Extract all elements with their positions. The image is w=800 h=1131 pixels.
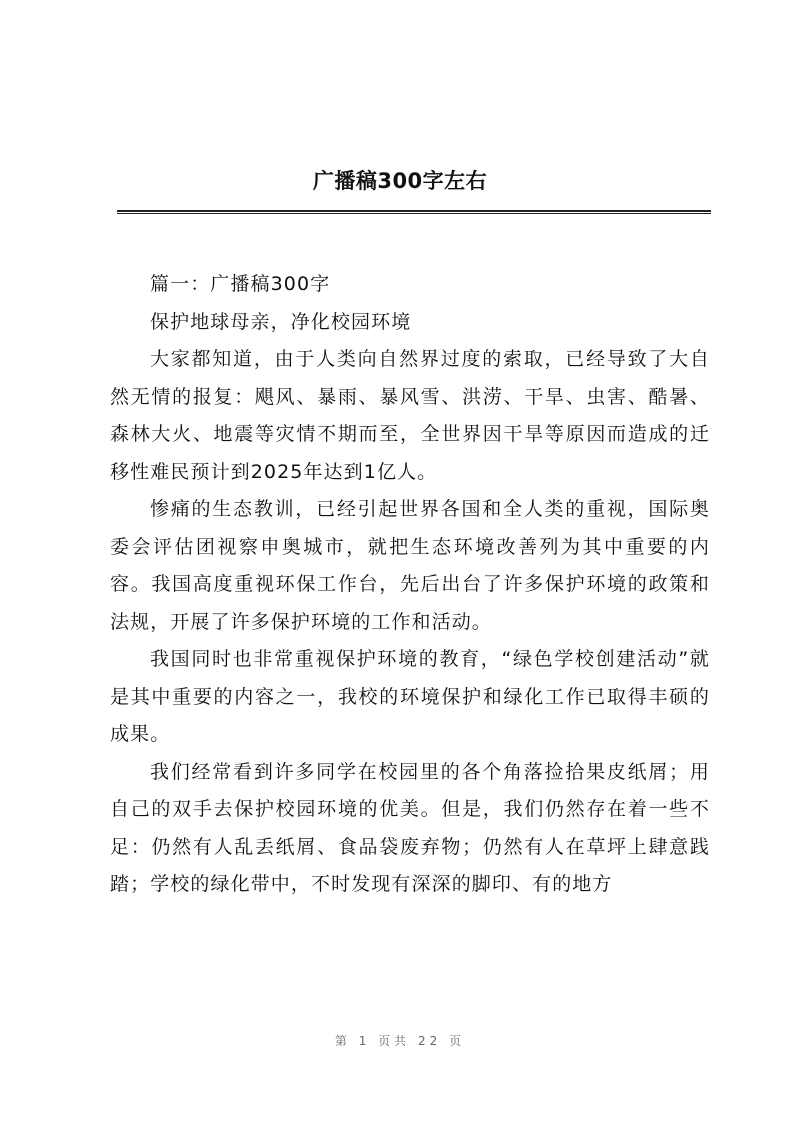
article-subtitle: 保护地球母亲，净化校园环境 <box>150 310 412 333</box>
section-heading: 篇一：广播稿300字 <box>150 273 331 295</box>
body-paragraph: 惨痛的生态教训，已经引起世界各国和全人类的重视，国际奥委会评估团视察申奥城市，就把生态环境改善列为其中重要的内容。我国高度重视环保工作台，先后出台了许多保护环境的政策和法规，开展了许多保护环境的工作和活动。 <box>110 498 710 633</box>
page-footer: 第 1 页共 22 页 <box>334 1034 466 1048</box>
body-paragraph: 我们经常看到许多同学在校园里的各个角落捡拾果皮纸屑；用自己的双手去保护校园环境的优美。但是，我们仍然存在着一些不足：仍然有人乱丢纸屑、食品袋废弃物；仍然有人在草坪上肆意践踏；学校的绿化带中，不时发现有深深的脚印、有的地方 <box>110 760 710 895</box>
document-title: 广播稿300字左右 <box>312 169 488 193</box>
document-body <box>110 266 710 904</box>
body-paragraph: 我国同时也非常重视保护环境的教育，“绿色学校创建活动”就是其中重要的内容之一，我校的环境保护和绿化工作已取得丰硕的成果。 <box>110 648 710 745</box>
body-paragraph: 大家都知道，由于人类向自然界过度的索取，已经导致了大自然无情的报复：飓风、暴雨、暴风雪、洪涝、干旱、虫害、酷暑、森林大火、地震等灾情不期而至，全世界因干旱等原因而造成的迁移性难民预计到2025年达到1亿人。 <box>110 348 710 483</box>
title-divider <box>117 210 711 214</box>
